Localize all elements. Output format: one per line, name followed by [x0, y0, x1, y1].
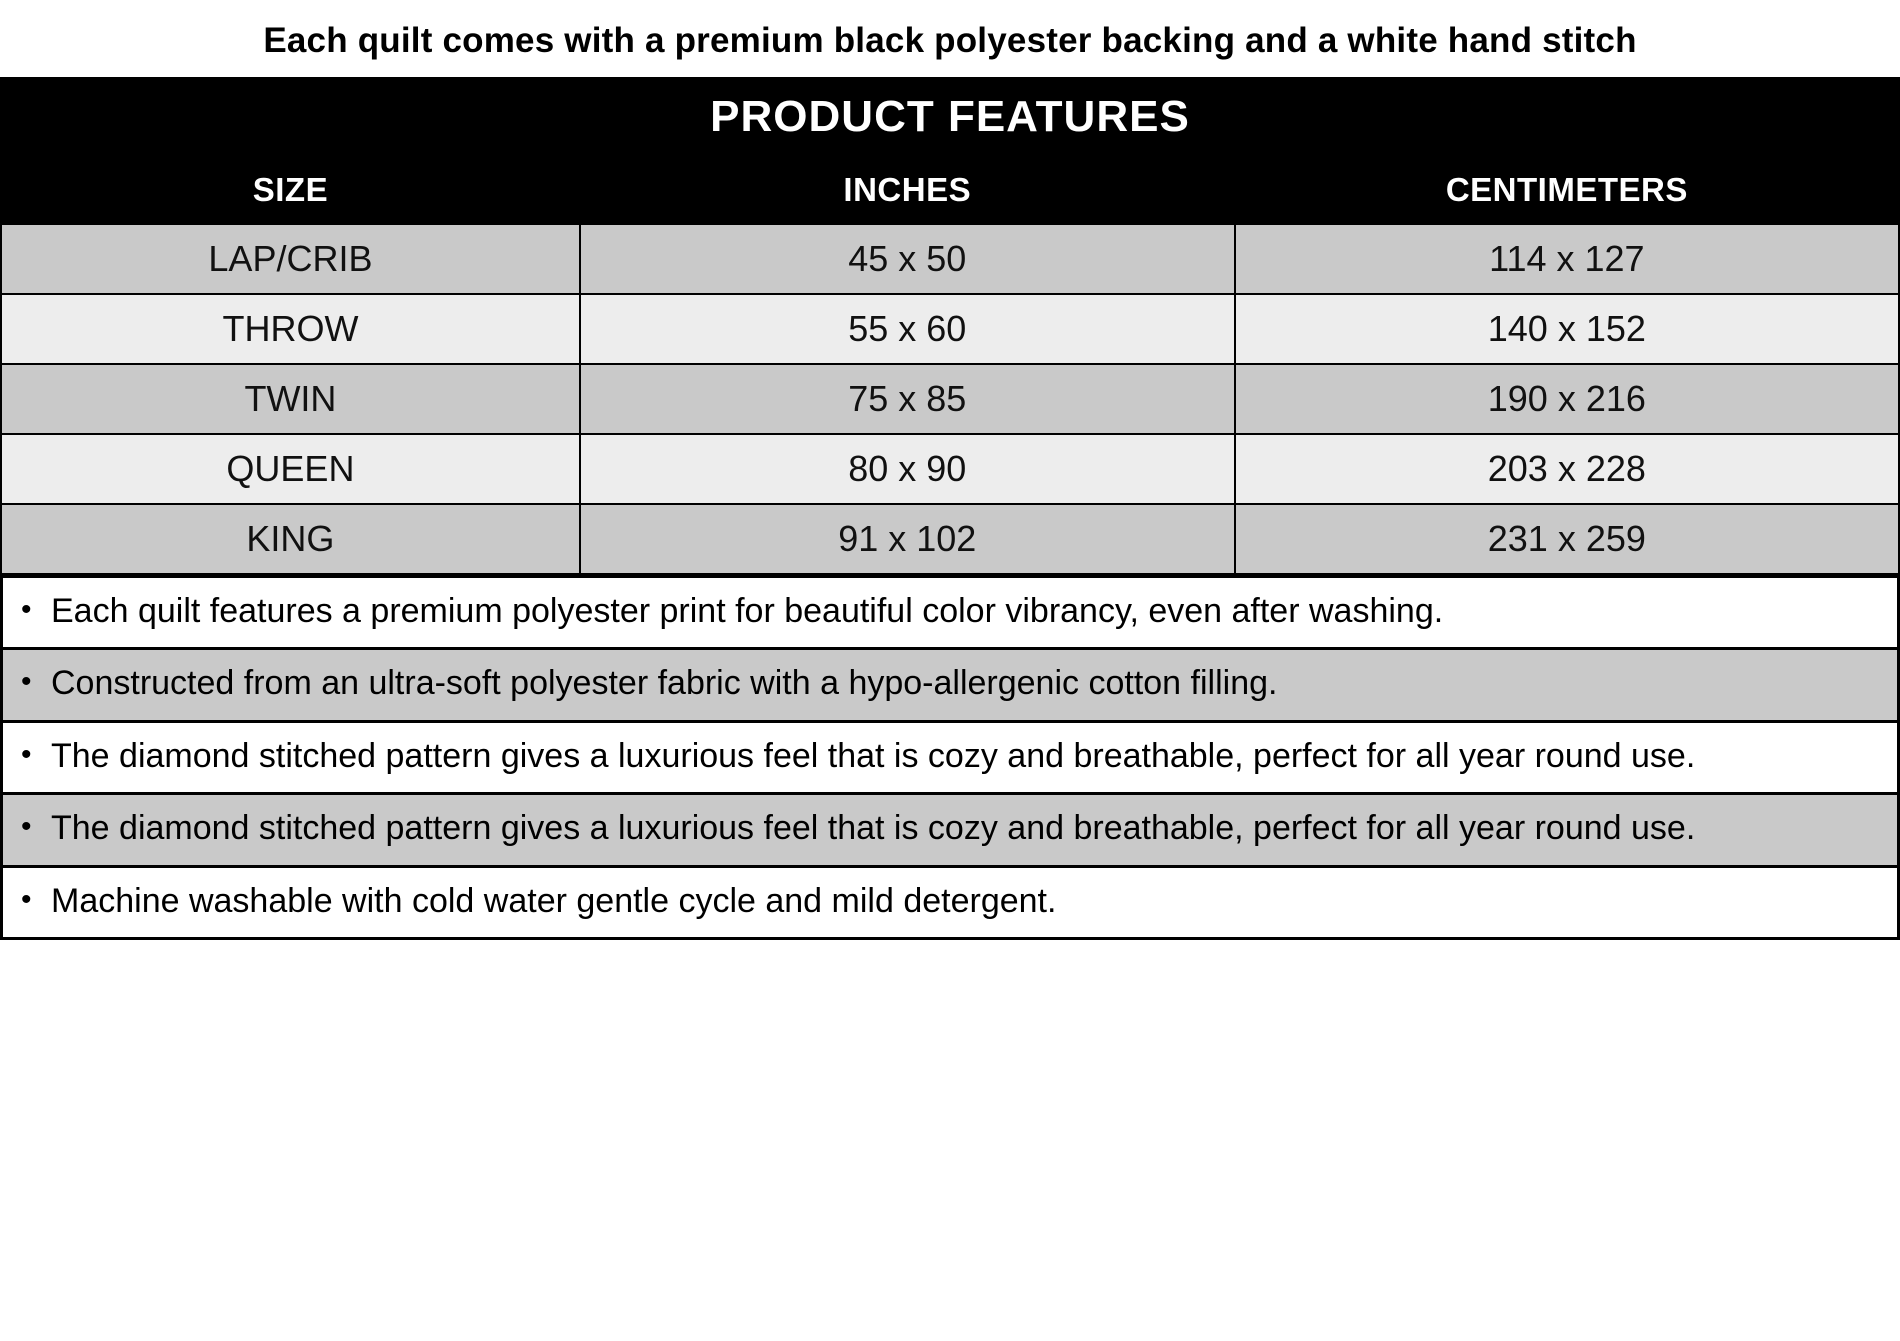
bullet-icon: •: [21, 810, 32, 844]
bullet-icon: •: [21, 592, 32, 626]
cell-inches: 55 x 60: [580, 294, 1235, 364]
column-header-centimeters: CENTIMETERS: [1235, 156, 1899, 224]
page-headline: Each quilt comes with a premium black polyester backing and a white hand stitch: [263, 21, 1637, 60]
feature-text: The diamond stitched pattern gives a luxurious feel that is cozy and breathable, perfect for all year round use.: [51, 736, 1696, 775]
feature-text: The diamond stitched pattern gives a luxurious feel that is cozy and breathable, perfect for all year round use.: [51, 809, 1696, 848]
cell-centimeters: 190 x 216: [1235, 364, 1899, 434]
table-row: [1, 434, 1899, 504]
cell-centimeters: 114 x 127: [1235, 224, 1899, 294]
column-header-inches: INCHES: [580, 156, 1235, 224]
list-item: [3, 792, 1897, 865]
cell-size: THROW: [1, 294, 580, 364]
table-row: [1, 504, 1899, 574]
feature-list: [0, 575, 1900, 941]
bullet-icon: •: [21, 737, 32, 771]
table-title-row: [1, 78, 1899, 156]
table-header-row: [1, 156, 1899, 224]
table-row: [1, 294, 1899, 364]
list-item: [3, 575, 1897, 648]
bullet-icon: •: [21, 665, 32, 699]
list-item: [3, 647, 1897, 720]
list-item: [3, 720, 1897, 793]
cell-inches: 75 x 85: [580, 364, 1235, 434]
column-header-size: SIZE: [1, 156, 580, 224]
cell-size: LAP/CRIB: [1, 224, 580, 294]
cell-inches: 91 x 102: [580, 504, 1235, 574]
table-row: [1, 224, 1899, 294]
feature-text: Each quilt features a premium polyester print for beautiful color vibrancy, even after washing.: [51, 591, 1444, 630]
size-specification-table: [0, 77, 1900, 575]
cell-size: QUEEN: [1, 434, 580, 504]
feature-text: Machine washable with cold water gentle cycle and mild detergent.: [51, 881, 1057, 920]
cell-inches: 80 x 90: [580, 434, 1235, 504]
table-title: PRODUCT FEATURES: [1, 78, 1899, 156]
list-item: [3, 865, 1897, 938]
feature-text: Constructed from an ultra-soft polyester fabric with a hypo-allergenic cotton filling.: [51, 664, 1278, 703]
bullet-icon: •: [21, 882, 32, 916]
table-row: [1, 364, 1899, 434]
cell-centimeters: 203 x 228: [1235, 434, 1899, 504]
cell-size: KING: [1, 504, 580, 574]
cell-centimeters: 231 x 259: [1235, 504, 1899, 574]
cell-inches: 45 x 50: [580, 224, 1235, 294]
cell-centimeters: 140 x 152: [1235, 294, 1899, 364]
cell-size: TWIN: [1, 364, 580, 434]
